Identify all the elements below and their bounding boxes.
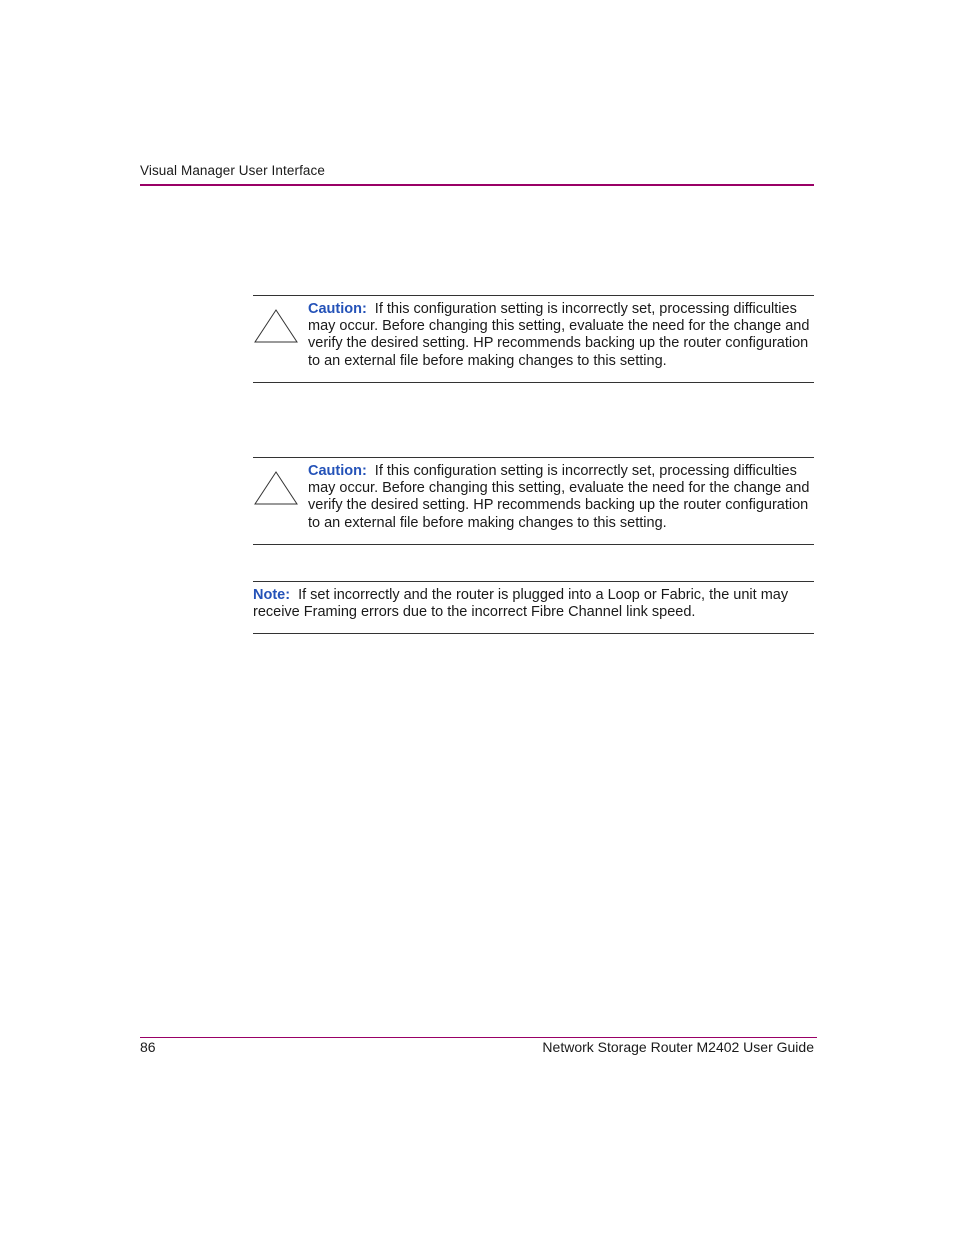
footer-rule xyxy=(140,1037,817,1038)
note-callout xyxy=(253,581,814,634)
footer-title: Network Storage Router M2402 User Guide xyxy=(542,1039,814,1055)
page-number: 86 xyxy=(140,1039,156,1055)
note-text xyxy=(253,587,814,621)
caution-body: If this configuration setting is incorrectly set, processing difficulties may occur. Before changing this setting, evaluate the need for the change and verify the desired setting. HP recommends backing up the router configuration to an external file before making changes to this setting. xyxy=(308,301,810,369)
warning-triangle-icon xyxy=(254,309,298,343)
caution-body: If this configuration setting is incorrectly set, processing difficulties may occur. Before changing this setting, evaluate the need for the change and verify the desired setting. HP recommends backing up the router configuration to an external file before making changes to this setting. xyxy=(308,463,810,531)
caution-text-1 xyxy=(308,301,814,370)
caution-label: Caution: xyxy=(308,463,367,479)
header-rule xyxy=(140,184,814,186)
caution-label: Caution: xyxy=(308,301,367,317)
caution-text-2 xyxy=(308,463,814,532)
running-header: Visual Manager User Interface xyxy=(140,163,325,178)
caution-callout-2 xyxy=(253,457,814,545)
caution-callout-1 xyxy=(253,295,814,383)
note-label: Note: xyxy=(253,587,291,603)
note-body: If set incorrectly and the router is plugged into a Loop or Fabric, the unit may receive Framing errors due to the incorrect Fibre Channel link speed. xyxy=(253,587,789,621)
warning-triangle-icon xyxy=(254,471,298,505)
